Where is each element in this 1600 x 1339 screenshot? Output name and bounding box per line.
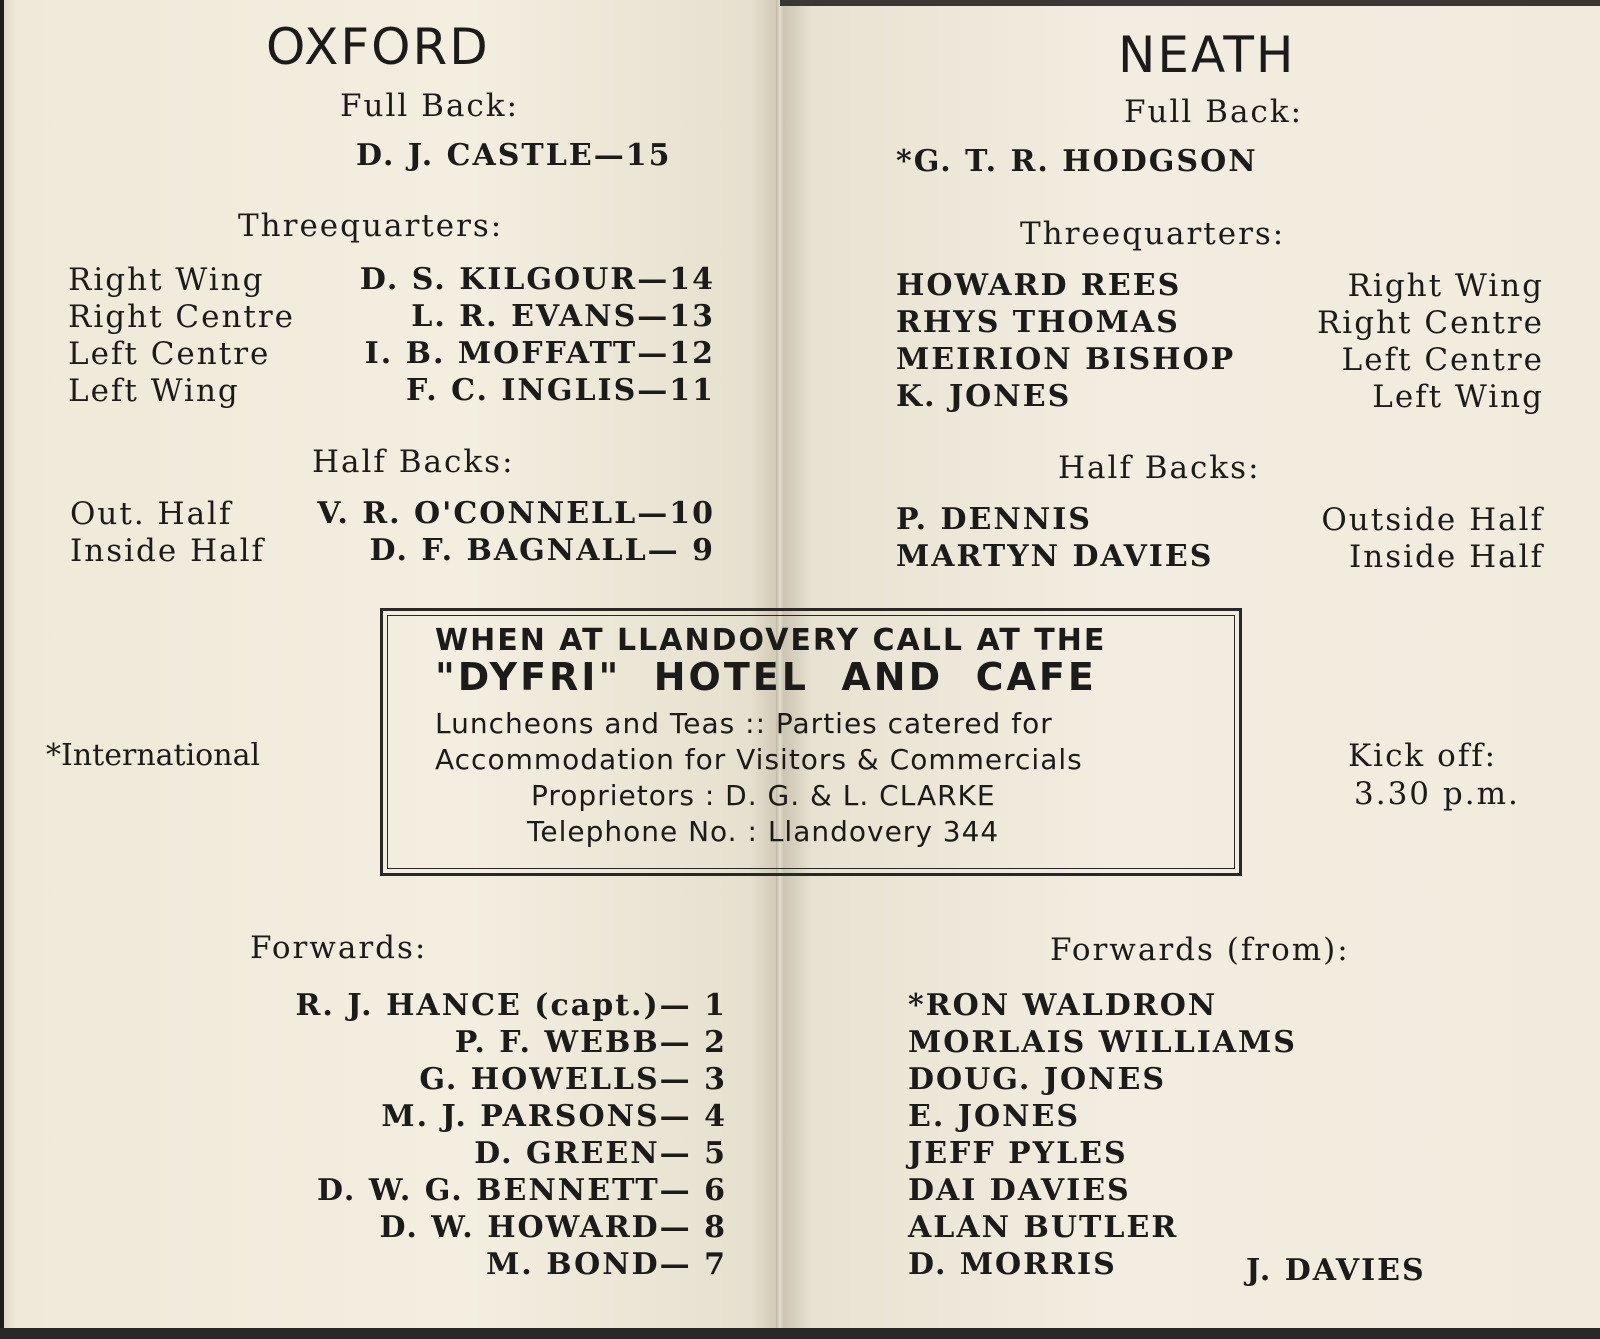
advert-proprietors: Proprietors : D. G. & L. CLARKE [531,779,996,812]
oxford-hb-player: V. R. O'CONNELL—10 [317,496,715,531]
oxford-forward: D. W. G. BENNETT— 6 [316,1173,727,1208]
neath-forward: D. MORRIS [908,1247,1117,1282]
oxford-hb-player: D. F. BAGNALL— 9 [369,533,715,568]
oxford-hb-position: Out. Half [70,496,233,532]
neath-threequarters-heading: Threequarters: [1020,216,1286,252]
kickoff-time: 3.30 p.m. [1354,776,1520,812]
neath-forward: MORLAIS WILLIAMS [908,1025,1297,1060]
neath-forward: *RON WALDRON [908,988,1218,1023]
oxford-tq-player: F. C. INGLIS—11 [405,373,715,408]
hotel-advert [380,608,1242,876]
advert-line: WHEN AT LLANDOVERY CALL AT THE [435,623,1107,658]
oxford-tq-position: Right Wing [68,262,265,298]
oxford-tq-player: I. B. MOFFATT—12 [364,336,715,371]
neath-tq-position: Left Centre [1341,342,1544,378]
oxford-forward: D. W. HOWARD— 8 [379,1210,727,1245]
neath-forward-extra: J. DAVIES [1246,1253,1426,1288]
neath-hb-player: MARTYN DAVIES [896,539,1214,574]
neath-fullback-heading: Full Back: [1124,94,1304,130]
oxford-forward: M. J. PARSONS— 4 [381,1099,727,1134]
kickoff-label: Kick off: [1348,738,1498,774]
oxford-forward: R. J. HANCE (capt.)— 1 [295,988,727,1023]
neath-hb-player: P. DENNIS [896,502,1092,537]
oxford-forward: M. BOND— 7 [486,1247,727,1282]
neath-forward: E. JONES [908,1099,1081,1134]
neath-tq-player: MEIRION BISHOP [896,342,1236,377]
neath-tq-position: Left Wing [1372,379,1544,415]
oxford-hb-position: Inside Half [70,533,265,569]
oxford-fullback: D. J. CASTLE—15 [356,138,672,173]
advert-line: Luncheons and Teas :: Parties catered for [435,707,1053,740]
oxford-forward: D. GREEN— 5 [474,1136,727,1171]
neath-forwards-heading: Forwards (from): [1050,932,1350,968]
oxford-team-title: OXFORD [266,18,490,76]
neath-tq-position: Right Wing [1347,268,1544,304]
oxford-threequarters-heading: Threequarters: [238,208,504,244]
oxford-forwards-heading: Forwards: [250,930,428,966]
bottom-edge [0,1328,1600,1339]
neath-fullback: *G. T. R. HODGSON [896,144,1258,179]
neath-tq-player: K. JONES [896,379,1072,414]
neath-hb-position: Inside Half [1349,539,1544,575]
oxford-forward: G. HOWELLS— 3 [419,1062,727,1097]
oxford-tq-position: Left Centre [68,336,271,372]
oxford-tq-player: D. S. KILGOUR—14 [359,262,715,297]
advert-line: Accommodation for Visitors & Commercials [435,743,1083,776]
oxford-halfbacks-heading: Half Backs: [312,444,515,480]
neath-hb-position: Outside Half [1321,502,1544,538]
advert-telephone: Telephone No. : Llandovery 344 [527,815,1000,848]
advert-hotel-name: "DYFRI" HOTEL AND CAFE [435,655,1097,699]
neath-halfbacks-heading: Half Backs: [1058,450,1261,486]
neath-forward: JEFF PYLES [908,1136,1128,1171]
neath-forward: DOUG. JONES [908,1062,1167,1097]
neath-team-title: NEATH [1118,26,1296,84]
left-edge [0,0,4,1339]
international-note: *International [46,738,261,773]
oxford-tq-position: Right Centre [68,299,296,335]
neath-forward: DAI DAVIES [908,1173,1131,1208]
neath-tq-player: HOWARD REES [896,268,1182,303]
top-edge [780,0,1600,6]
neath-tq-player: RHYS THOMAS [896,305,1180,340]
neath-tq-position: Right Centre [1316,305,1544,341]
oxford-tq-position: Left Wing [68,373,240,409]
oxford-tq-player: L. R. EVANS—13 [411,299,715,334]
oxford-fullback-heading: Full Back: [340,88,520,124]
neath-forward: ALAN BUTLER [908,1210,1179,1245]
oxford-forward: P. F. WEBB— 2 [454,1025,727,1060]
